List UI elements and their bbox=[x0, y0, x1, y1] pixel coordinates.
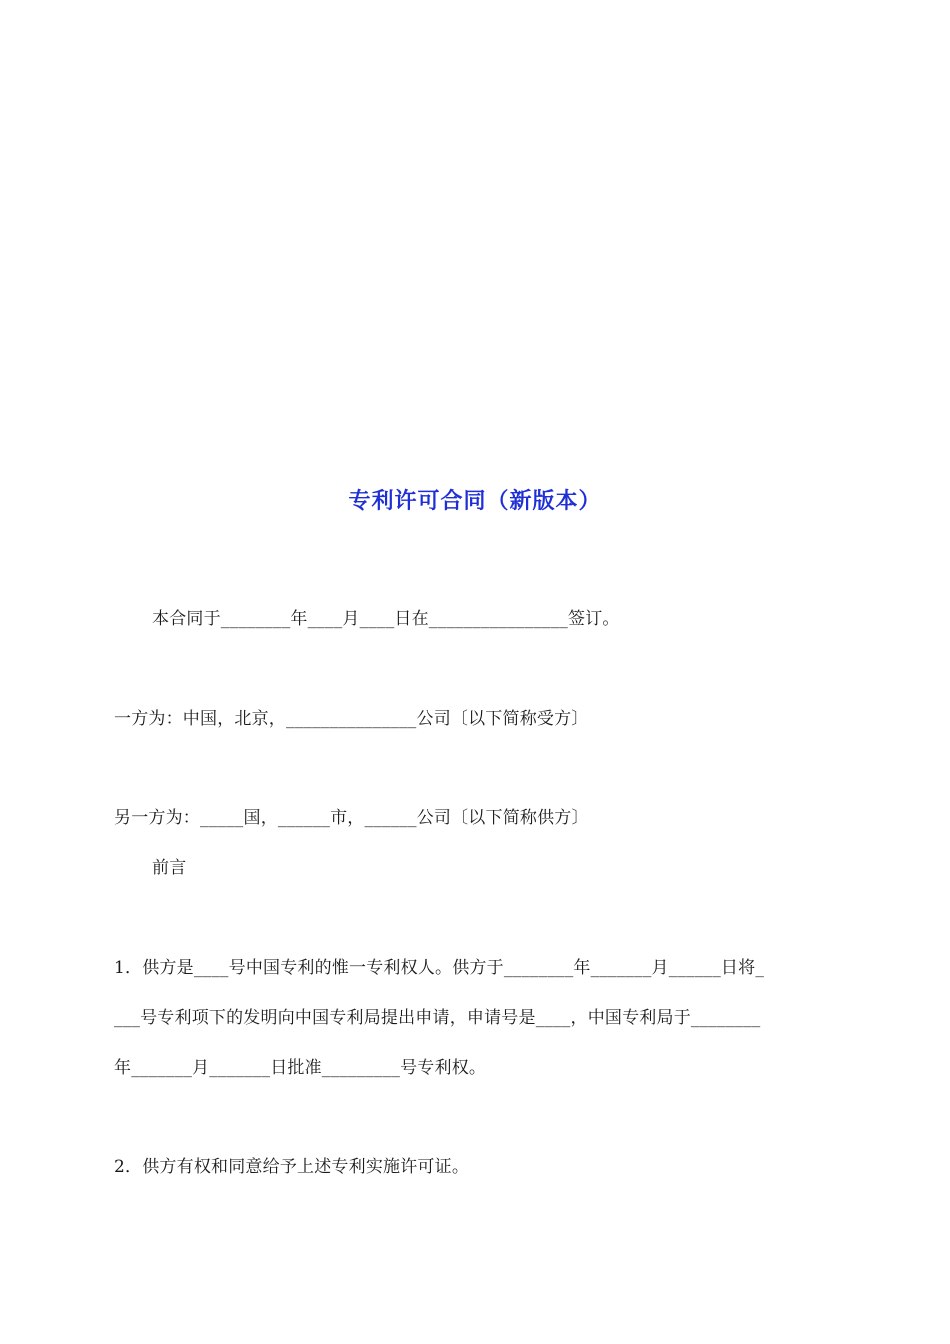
document-title: 专利许可合同（新版本） bbox=[348, 489, 602, 514]
clause-1-line-3: 年_______月_______日批准_________号专利权。 bbox=[114, 1058, 487, 1078]
party-b-line: 另一方为：_____国，______市，______公司〔以下简称供方〕 bbox=[114, 808, 589, 828]
signing-date-place-line: 本合同于________年____月____日在________________签订。 bbox=[152, 609, 620, 629]
clause-1-line-1: 1．供方是____号中国专利的惟一专利权人。供方于________年_______月______日将_ bbox=[114, 958, 765, 978]
preface-heading: 前言 bbox=[152, 858, 187, 878]
party-a-line: 一方为：中国，北京，_______________公司〔以下简称受方〕 bbox=[114, 709, 589, 729]
clause-2: 2．供方有权和同意给予上述专利实施许可证。 bbox=[114, 1157, 470, 1177]
clause-1-line-2: ___号专利项下的发明向中国专利局提出申请，申请号是____，中国专利局于________ bbox=[114, 1008, 761, 1028]
